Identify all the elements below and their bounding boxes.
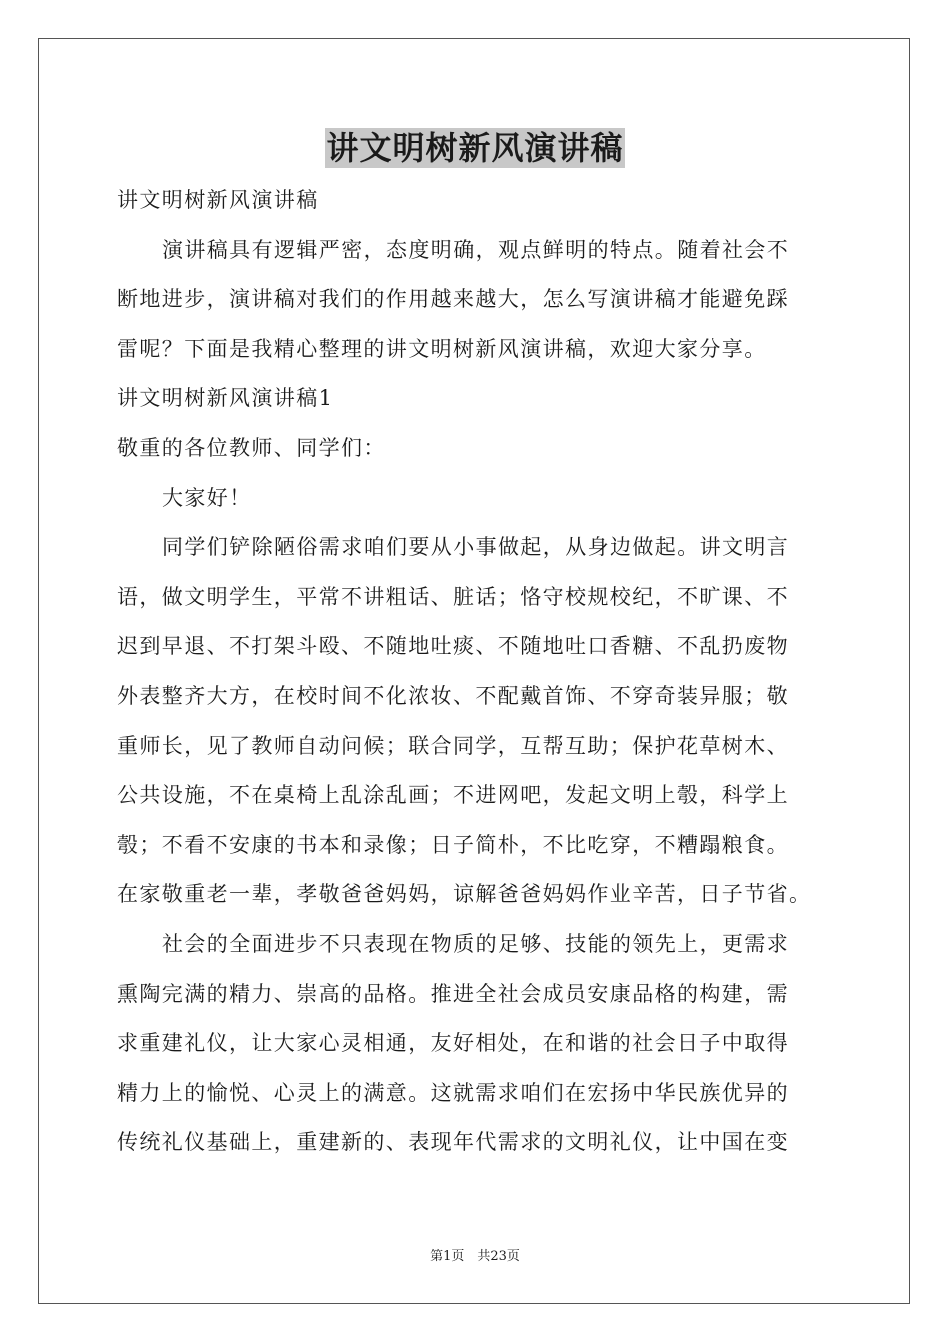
document-body: [117, 176, 837, 1168]
document-title: 讲文明树新风演讲稿: [326, 129, 624, 167]
text-line: 语，做文明学生，平常不讲粗话、脏话；恪守校规校纪，不旷课、不: [117, 584, 789, 609]
text-line: 社会的全面进步不只表现在物质的足够、技能的领先上，更需求: [162, 931, 790, 956]
text-line: 外表整齐大方，在校时间不化浓妆、不配戴首饰、不穿奇装异服；敬: [117, 683, 789, 708]
text-line: 熏陶完满的精力、崇高的品格。推进全社会成员安康品格的构建，需: [117, 981, 789, 1006]
text-line: 公共设施，不在桌椅上乱涂乱画；不进网吧，发起文明上彀，科学上: [117, 783, 789, 808]
title-container: [0, 128, 950, 168]
text-line: 演讲稿具有逻辑严密，态度明确，观点鲜明的特点。随着社会不: [162, 237, 790, 262]
page-footer: 第1页 共23页: [430, 1249, 520, 1264]
text-line: 断地进步，演讲稿对我们的作用越来越大，怎么写演讲稿才能避免踩: [117, 287, 789, 312]
text-line: 讲文明树新风演讲稿1: [117, 386, 334, 411]
text-line: 讲文明树新风演讲稿: [117, 188, 319, 212]
text-line: 敬重的各位教师、同学们：: [117, 435, 386, 460]
text-line: 传统礼仪基础上，重建新的、表现年代需求的文明礼仪，让中国在变: [117, 1130, 789, 1155]
text-line: 求重建礼仪，让大家心灵相通，友好相处，在和谐的社会日子中取得: [117, 1031, 789, 1056]
text-line: 迟到早退、不打架斗殴、不随地吐痰、不随地吐口香糖、不乱扔废物: [117, 634, 789, 659]
text-line: 在家敬重老一辈，孝敬爸爸妈妈，谅解爸爸妈妈作业辛苦，日子节省。: [117, 882, 812, 907]
text-line: 精力上的愉悦、心灵上的满意。这就需求咱们在宏扬中华民族优异的: [117, 1080, 789, 1105]
text-line: 大家好！: [162, 485, 252, 510]
text-line: 重师长，见了教师自动问候；联合同学，互帮互助；保护花草树木、: [117, 733, 789, 758]
text-line: 彀；不看不安康的书本和录像；日子简朴，不比吃穿，不糟蹋粮食。: [117, 832, 789, 857]
text-line: 同学们铲除陋俗需求咱们要从小事做起，从身边做起。讲文明言: [162, 535, 790, 560]
text-line: 雷呢？下面是我精心整理的讲文明树新风演讲稿，欢迎大家分享。: [117, 336, 767, 361]
